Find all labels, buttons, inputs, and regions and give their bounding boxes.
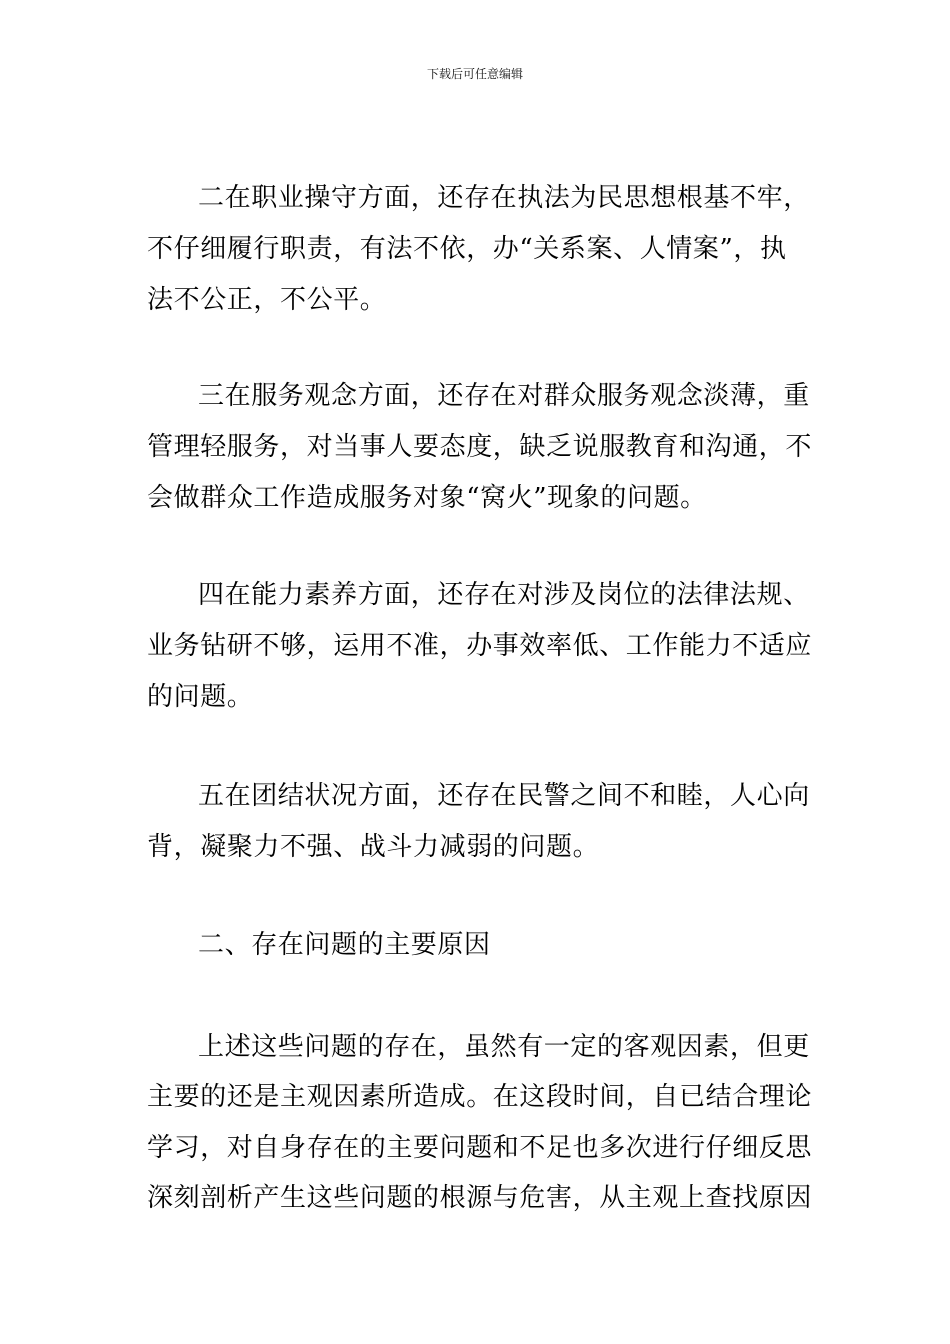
paragraph-1-line-1: 二在职业操守方面，还存在执法为民思想根基不牢， bbox=[198, 183, 810, 213]
paragraph-5-line-1: 上述这些问题的存在，虽然有一定的客观因素，但更 bbox=[198, 1032, 810, 1062]
section-heading: 二、存在问题的主要原因 bbox=[198, 930, 491, 960]
paragraph-2-line-2: 管理轻服务，对当事人要态度，缺乏说服教育和沟通，不 bbox=[147, 432, 813, 462]
paragraph-4-line-2: 背，凝聚力不强、战斗力减弱的问题。 bbox=[147, 832, 600, 862]
paragraph-5-line-4: 深刻剖析产生这些问题的根源与危害，从主观上查找原因 bbox=[147, 1183, 813, 1213]
page-header: 下载后可任意编辑 bbox=[426, 67, 523, 81]
paragraph-2-line-1: 三在服务观念方面，还存在对群众服务观念淡薄，重 bbox=[198, 381, 810, 411]
paragraph-5-line-2: 主要的还是主观因素所造成。在这段时间，自已结合理论 bbox=[147, 1082, 813, 1112]
paragraph-3-line-1: 四在能力素养方面，还存在对涉及岗位的法律法规、 bbox=[198, 580, 810, 610]
paragraph-4-line-1: 五在团结状况方面，还存在民警之间不和睦，人心向 bbox=[198, 781, 810, 811]
paragraph-5-line-3: 学习，对自身存在的主要问题和不足也多次进行仔细反思 bbox=[147, 1133, 813, 1163]
paragraph-3-line-2: 业务钻研不够，运用不准，办事效率低、工作能力不适应 bbox=[147, 631, 813, 661]
paragraph-2-line-3: 会做群众工作造成服务对象“窝火”现象的问题。 bbox=[147, 483, 707, 513]
paragraph-3-line-3: 的问题。 bbox=[147, 682, 254, 712]
paragraph-1-line-2: 不仔细履行职责，有法不依，办“关系案、人情案”，执 bbox=[147, 234, 787, 264]
paragraph-1-line-3: 法不公正，不公平。 bbox=[147, 285, 387, 315]
